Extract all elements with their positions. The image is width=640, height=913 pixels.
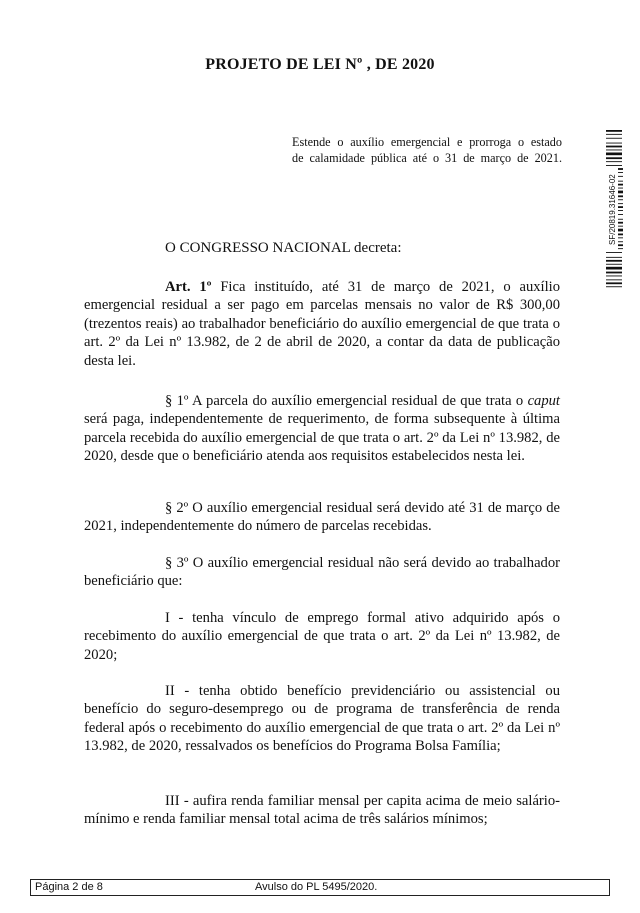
page-number: Página 2 de 8 [35, 881, 103, 893]
barcode-bar [606, 161, 622, 162]
barcode-bar [606, 272, 622, 274]
barcode-bar [606, 282, 622, 284]
article-1 [84, 278, 560, 370]
paragraph-2-text: § 2º O auxílio emergencial residual será devido até 31 de março de 2021, independentemente do número de parcelas recebidas. [84, 500, 560, 535]
paragraph-3 [84, 554, 560, 591]
paragraph-3-text: § 3º O auxílio emergencial residual não será devido ao trabalhador beneficiário que: [84, 555, 560, 590]
avulso-label: Avulso do PL 5495/2020. [255, 881, 378, 893]
ementa [292, 134, 562, 166]
barcode-bar [606, 279, 622, 280]
page-footer [30, 879, 610, 896]
paragraph-2 [84, 499, 560, 536]
inciso-1 [84, 609, 560, 664]
barcode-bar [606, 257, 622, 258]
inciso-2-text: II - tenha obtido benefício previdenciário ou assistencial ou benefício do seguro-desemprego ou de programa de transferência de renda federal após o recebimento do auxílio emergencial de que trata o art. 2º da Lei nº 13.982, de 2020, ressalvados os benefícios do Programa Bolsa Família; [84, 683, 560, 755]
barcode-bar [606, 130, 622, 132]
article-1-label: Art. 1º [165, 279, 212, 295]
barcode-bar [606, 134, 622, 135]
barcode-bar [606, 286, 622, 287]
barcode-bar [606, 267, 622, 270]
inciso-1-text: I - tenha vínculo de emprego formal ativo adquirido após o recebimento do auxílio emergencial de que trata o art. 2º da Lei nº 13.982, de 2020; [84, 610, 560, 663]
article-1-text: Fica instituído, até 31 de março de 2021, o auxílio emergencial residual a ser pago em parcelas mensais no valor de R$ 300,00 (trezentos reais) ao trabalhador beneficiário do auxílio emergencial de que trata o art. 2º da Lei nº 13.982, de 2 de abril de 2020, a contar da data de publicação desta lei. [84, 279, 560, 369]
ementa-line-2: de calamidade pública até o 31 de março de 2021. [292, 151, 562, 165]
paragraph-1-prefix: § 1º A parcela do auxílio emergencial residual de que trata o [165, 393, 528, 409]
inciso-3-text: III - aufira renda familiar mensal per capita acima de meio salário-mínimo e renda familiar mensal total acima de três salários mínimos; [84, 793, 560, 828]
barcode-bar [606, 143, 622, 144]
paragraph-1 [84, 392, 560, 466]
barcode-bar [606, 264, 622, 265]
inciso-3 [84, 792, 560, 829]
barcode-bar [606, 260, 622, 262]
barcode-bar [606, 165, 622, 166]
barcode-bar [606, 153, 622, 156]
inciso-2 [84, 682, 560, 756]
barcode-code: SF/20819.31646-02 [608, 174, 617, 246]
barcode-bar [606, 276, 622, 277]
paragraph-1-suffix: será paga, independentemente de requerimento, de forma subsequente à última parcela recebida do auxílio emergencial de que trata o art. 2º da Lei nº 13.982, de 2020, desde que o beneficiário atenda aos requisitos estabelecidos nesta lei. [84, 411, 560, 465]
paragraph-1-caput: caput [527, 393, 560, 409]
barcode-bar [606, 252, 622, 253]
barcode-bar [606, 150, 622, 151]
barcode-bar [606, 146, 622, 148]
barcode-bar [606, 157, 622, 159]
preamble: O CONGRESSO NACIONAL decreta: [165, 240, 402, 256]
ementa-line-1: Estende o auxílio emergencial e prorroga o estado [292, 135, 562, 149]
barcode-bar [606, 138, 622, 139]
bill-title: PROJETO DE LEI Nº , DE 2020 [205, 56, 435, 73]
